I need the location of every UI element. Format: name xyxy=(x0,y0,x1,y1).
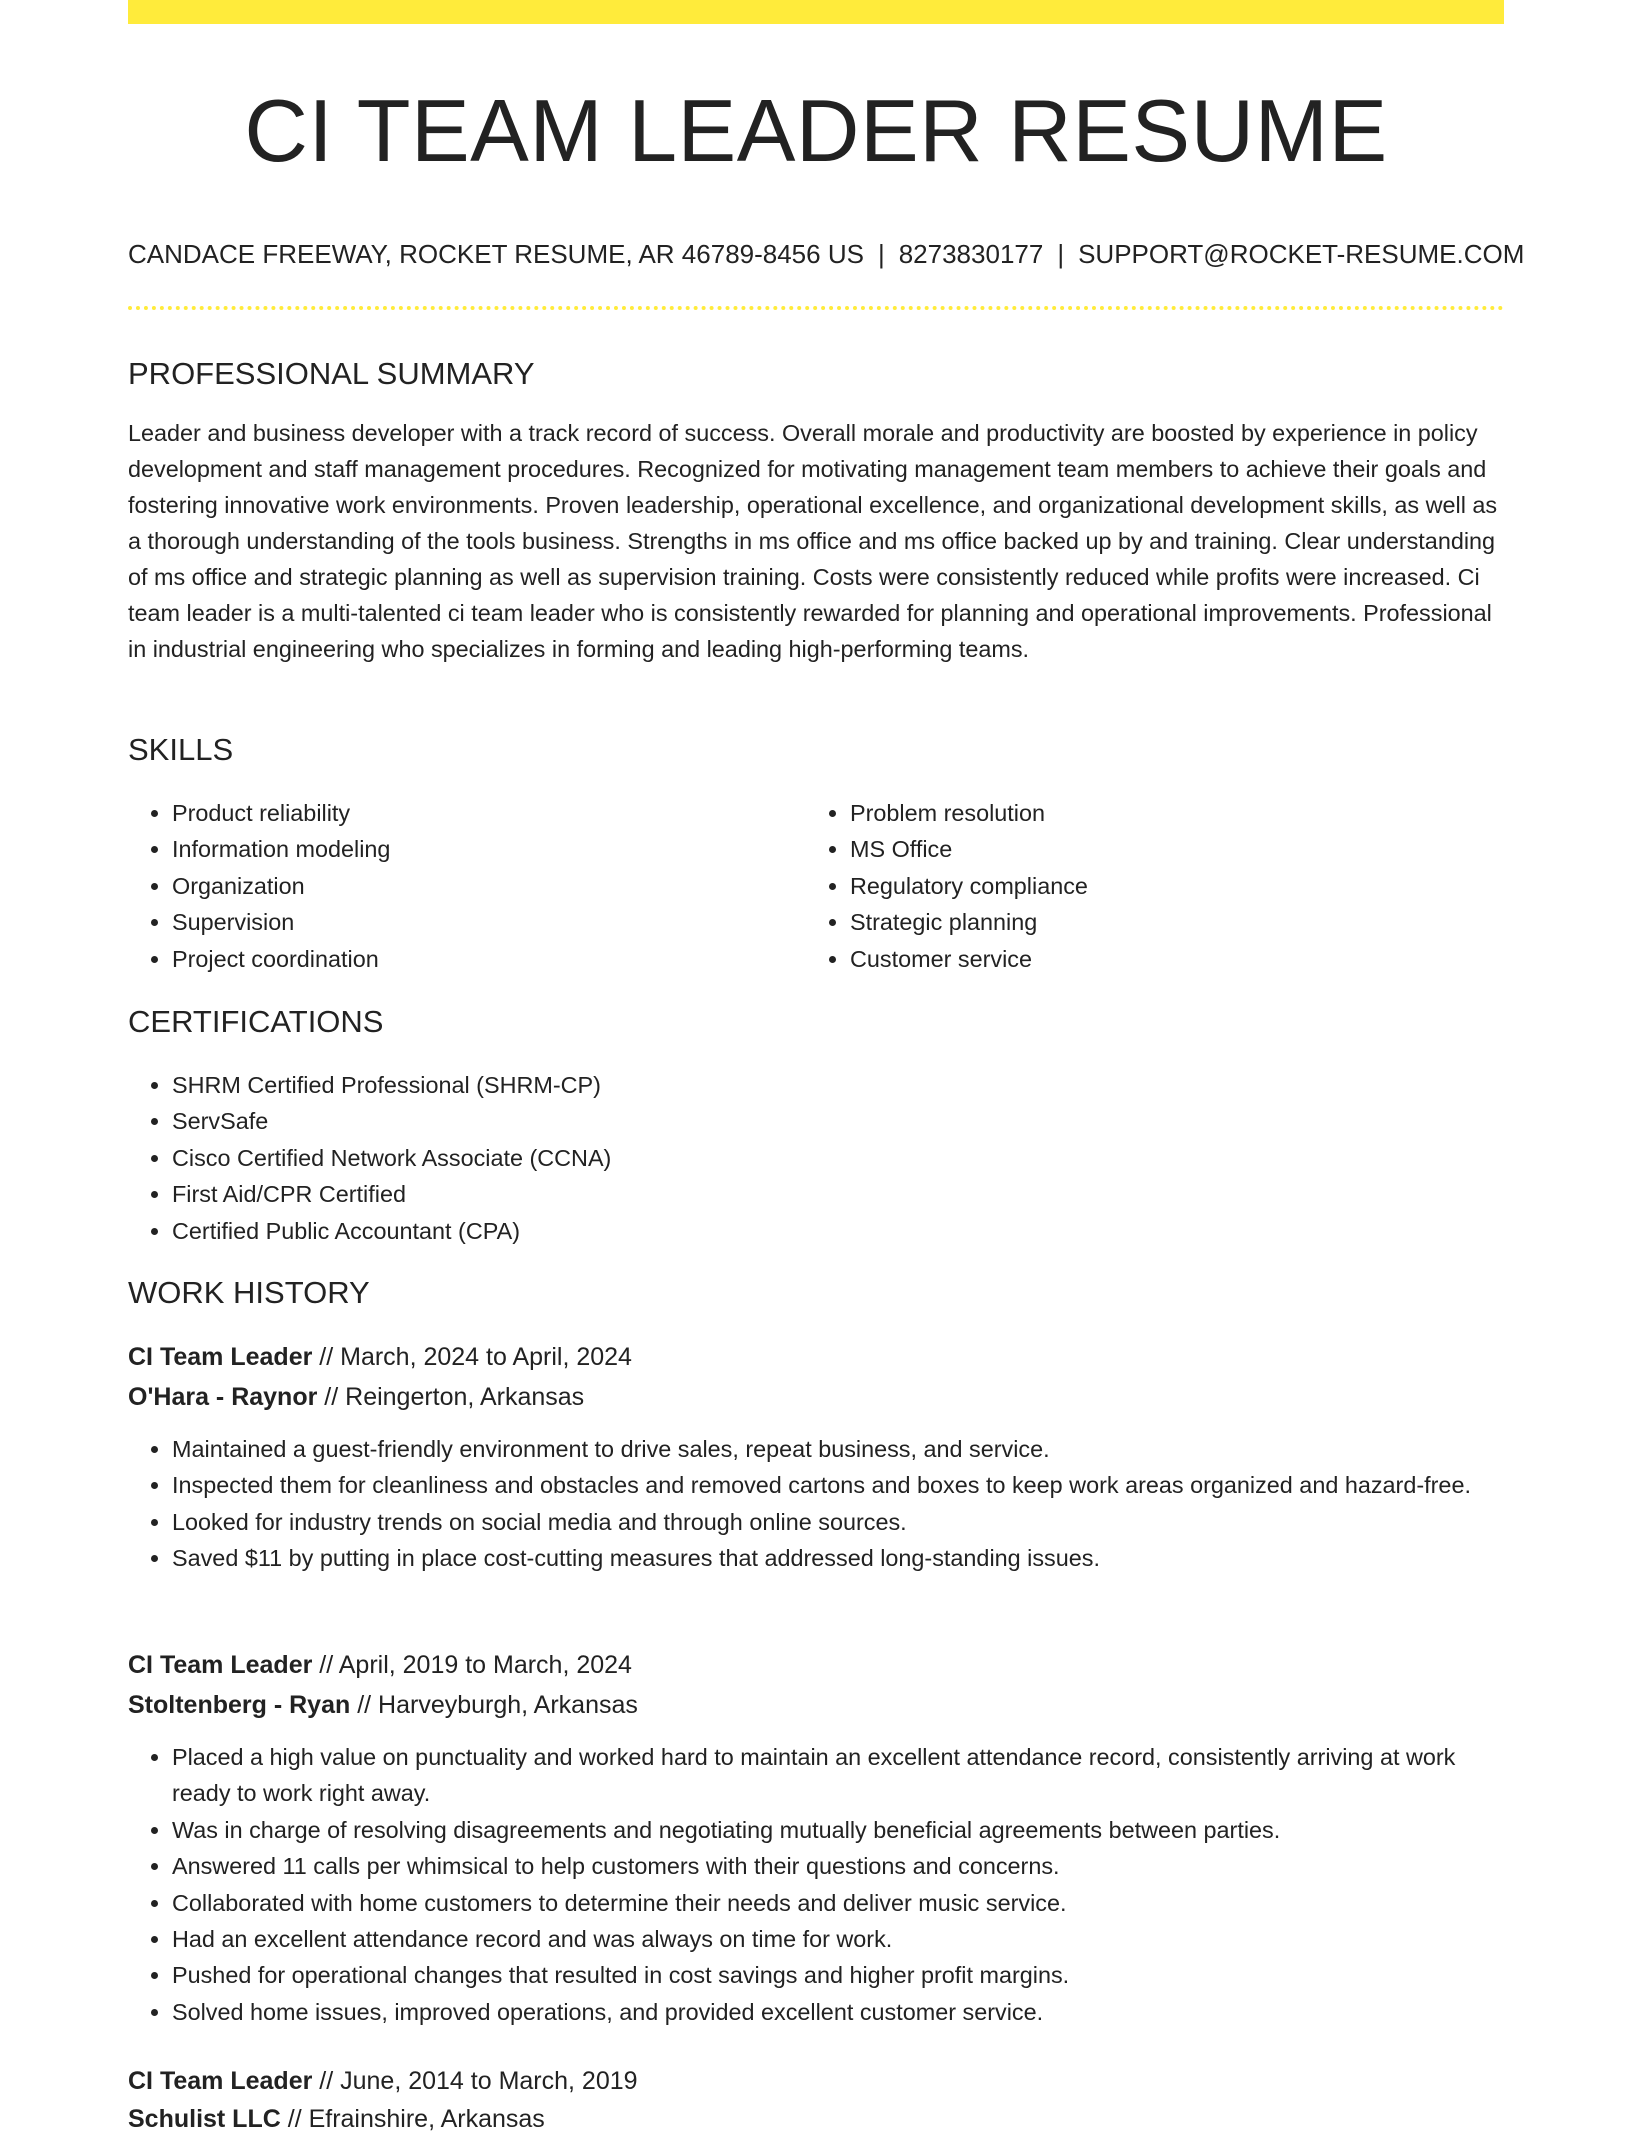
contact-email: SUPPORT@ROCKET-RESUME.COM xyxy=(1078,239,1525,269)
job-bullet: • Looked for industry trends on social media and through online sources. xyxy=(172,1504,1504,1540)
job-dates: // March, 2024 to April, 2024 xyxy=(319,1343,632,1371)
job-bullet: • Pushed for operational changes that resulted in cost savings and higher profit margins. xyxy=(172,1957,1504,1993)
skills-heading: SKILLS xyxy=(128,732,234,767)
job-company-line xyxy=(128,1379,584,1415)
skills-list-right xyxy=(806,795,1490,977)
job-bullet: • Maintained a guest-friendly environment to drive sales, repeat business, and service. xyxy=(172,1431,1504,1467)
job-bullets xyxy=(128,1431,1504,1577)
job-title: CI Team Leader xyxy=(128,2067,313,2095)
job-bullet: • Saved $11 by putting in place cost-cutting measures that addressed long-standing issues. xyxy=(172,1540,1504,1576)
job-bullets xyxy=(128,1739,1504,2030)
skill-item: • Strategic planning xyxy=(850,904,1490,940)
summary-text: Leader and business developer with a track record of success. Overall morale and productivity are boosted by experience in policy development and staff management procedures. Recognized for motivating management team members to achieve their goals and fostering innovative work environments. Proven leadership, operational excellence, and organizational development skills, as well as a thorough understanding of the tools business. Strengths in ms office and ms office backed up by and training. Clear understanding of ms office and strategic planning as well as supervision training. Costs were consistently reduced while profits were increased. Ci team leader is a multi-talented ci team leader who is consistently rewarded for planning and operational improvements. Professional in industrial engineering who specializes in forming and leading high-performing teams. xyxy=(128,420,1498,662)
contact-address: CANDACE FREEWAY, ROCKET RESUME, AR 46789-8456 US xyxy=(128,239,864,269)
contact-phone: 8273830177 xyxy=(898,239,1044,269)
job-bullet: • Was in charge of resolving disagreements and negotiating mutually beneficial agreements between parties. xyxy=(172,1812,1504,1848)
job-company: Stoltenberg - Ryan xyxy=(128,1691,351,1719)
skill-item: • Information modeling xyxy=(172,831,812,867)
skills-list-left xyxy=(128,795,812,977)
skill-item: • Regulatory compliance xyxy=(850,868,1490,904)
summary-heading: PROFESSIONAL SUMMARY xyxy=(128,356,535,391)
job-title-line xyxy=(128,1339,632,1375)
job-company: Schulist LLC xyxy=(128,2105,281,2133)
job-title: CI Team Leader xyxy=(128,1651,313,1679)
job-company-line xyxy=(128,1687,638,1723)
dotted-divider xyxy=(128,306,1504,310)
accent-top-bar xyxy=(128,0,1504,24)
job-title-line xyxy=(128,2063,638,2099)
contact-line xyxy=(128,236,1525,272)
certification-item: • Certified Public Accountant (CPA) xyxy=(172,1213,1504,1249)
job-company-line xyxy=(128,2101,545,2137)
job-location: // Harveyburgh, Arkansas xyxy=(357,1691,638,1719)
contact-separator: | xyxy=(877,239,885,269)
job-location: // Efrainshire, Arkansas xyxy=(287,2105,545,2133)
job-location: // Reingerton, Arkansas xyxy=(324,1383,585,1411)
skill-item: • Supervision xyxy=(172,904,812,940)
certification-item: • First Aid/CPR Certified xyxy=(172,1176,1504,1212)
certification-item: • ServSafe xyxy=(172,1103,1504,1139)
skill-item: • Organization xyxy=(172,868,812,904)
skill-item: • Problem resolution xyxy=(850,795,1490,831)
skill-item: • Customer service xyxy=(850,941,1490,977)
job-dates: // June, 2014 to March, 2019 xyxy=(319,2067,638,2095)
certifications-heading: CERTIFICATIONS xyxy=(128,1004,384,1039)
certifications-list xyxy=(128,1067,1504,1249)
job-bullet: • Solved home issues, improved operations, and provided excellent customer service. xyxy=(172,1994,1504,2030)
job-bullet: • Collaborated with home customers to determine their needs and deliver music service. xyxy=(172,1885,1504,1921)
job-dates: // April, 2019 to March, 2024 xyxy=(319,1651,632,1679)
job-bullet: • Inspected them for cleanliness and obstacles and removed cartons and boxes to keep work areas organized and hazard-free. xyxy=(172,1467,1504,1503)
skill-item: • Project coordination xyxy=(172,941,812,977)
job-bullet: • Answered 11 calls per whimsical to help customers with their questions and concerns. xyxy=(172,1848,1504,1884)
resume-title: CI TEAM LEADER RESUME xyxy=(244,81,1388,180)
skill-item: • MS Office xyxy=(850,831,1490,867)
job-title-line xyxy=(128,1647,632,1683)
certification-item: • SHRM Certified Professional (SHRM-CP) xyxy=(172,1067,1504,1103)
job-title: CI Team Leader xyxy=(128,1343,313,1371)
skill-item: • Product reliability xyxy=(172,795,812,831)
certification-item: • Cisco Certified Network Associate (CCNA) xyxy=(172,1140,1504,1176)
job-company: O'Hara - Raynor xyxy=(128,1383,318,1411)
work-history-heading: WORK HISTORY xyxy=(128,1275,370,1310)
job-bullet: • Placed a high value on punctuality and worked hard to maintain an excellent attendance record, consistently arriving at work ready to work right away. xyxy=(172,1739,1504,1812)
job-bullet: • Had an excellent attendance record and was always on time for work. xyxy=(172,1921,1504,1957)
contact-separator: | xyxy=(1057,239,1065,269)
